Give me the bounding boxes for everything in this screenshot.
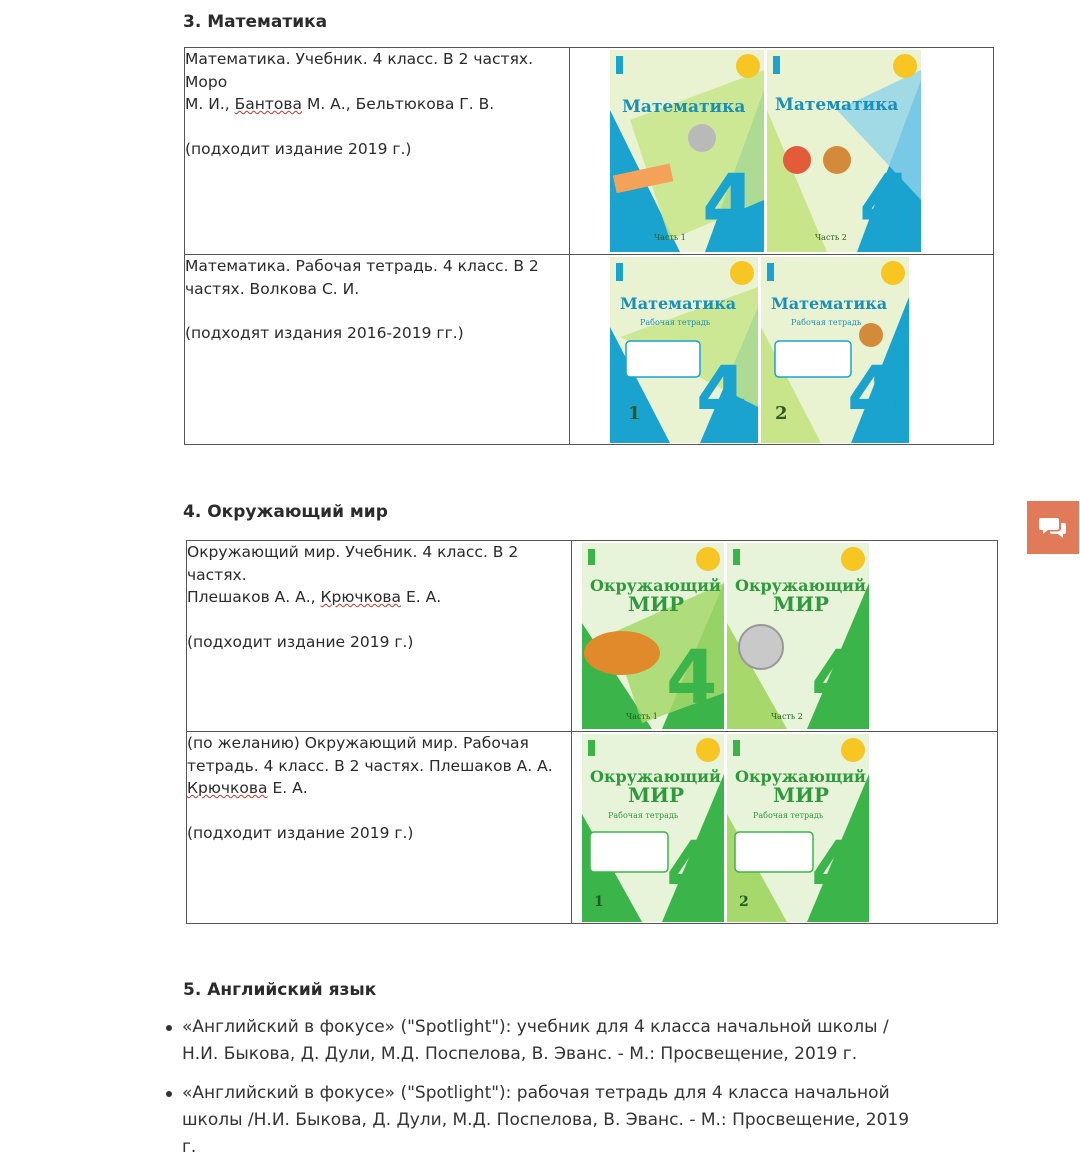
- cover-title: Окружающий: [590, 576, 721, 595]
- cover-part: 2: [739, 894, 749, 910]
- cover-subtitle: Рабочая тетрадь: [753, 811, 824, 820]
- book-title-line: Окружающий мир. Учебник. 4 класс. В 2 частях.: [187, 543, 519, 584]
- cover-title: Окружающий: [735, 576, 866, 595]
- english-books-list: [160, 1014, 920, 1173]
- book-description: [185, 48, 570, 255]
- cover-title: Окружающий: [590, 767, 721, 786]
- book-authors-line: тетрадь. 4 класс. В 2 частях. Плешаков А. А.: [187, 756, 553, 775]
- workbook-cover-math-part1: [610, 257, 758, 443]
- book-cover-math-part2: [767, 50, 921, 252]
- book-covers-cell: [570, 48, 994, 255]
- book-cover-world-part2: [727, 543, 869, 729]
- cover-title: Математика: [620, 294, 737, 313]
- book-authors-line: М. И., Бантова М. А., Бельтюкова Г. В.: [185, 95, 495, 113]
- cover-number: 4: [696, 351, 748, 437]
- cover-number: 4: [702, 159, 757, 249]
- book-authors-line: частях. Волкова С. И.: [185, 279, 360, 298]
- edition-note: (подходят издания 2016-2019 гг.): [185, 324, 464, 342]
- edition-note: (подходит издание 2019 г.): [185, 139, 412, 158]
- cover-part: Часть 2: [815, 233, 847, 242]
- book-cover-math-part1: [610, 50, 764, 252]
- world-books-table: [186, 540, 998, 924]
- book-authors-line: Плешаков А. А., Крючкова Е. А.: [187, 588, 442, 606]
- book-description: [185, 255, 570, 445]
- table-row: [187, 541, 998, 732]
- cover-title: Математика: [622, 97, 746, 117]
- list-item: «Английский в фокусе» ("Spotlight"): учебник для 4 класса начальной школы /Н.И. Быкова, Д. Дули, М.Д. Поспелова, В. Эванс. - М.: Просвещение, 2019 г.: [160, 1014, 920, 1068]
- cover-number: 4: [666, 826, 718, 912]
- book-description: [187, 732, 572, 924]
- table-row: [185, 48, 994, 255]
- cover-title-2: МИР: [773, 783, 830, 807]
- cover-number: 4: [811, 635, 863, 721]
- cover-number: 4: [847, 351, 899, 437]
- book-title-line: Математика. Учебник. 4 класс. В 2 частях. Моро: [185, 50, 534, 91]
- workbook-cover-world-part2: [727, 734, 869, 922]
- section-heading-english: 5. Английский язык: [183, 980, 377, 1000]
- book-description: [187, 541, 572, 732]
- cover-part: 1: [628, 403, 641, 424]
- cover-title-2: МИР: [628, 592, 685, 616]
- cover-title-2: МИР: [773, 592, 830, 616]
- cover-number: 4: [811, 826, 863, 912]
- cover-title: Окружающий: [735, 767, 866, 786]
- cover-title: Математика: [775, 95, 899, 115]
- section-heading-math: 3. Математика: [183, 12, 328, 32]
- cover-title: Математика: [771, 294, 888, 313]
- section-heading-world: 4. Окружающий мир: [183, 502, 388, 522]
- cover-part: 2: [775, 403, 788, 424]
- cover-subtitle: Рабочая тетрадь: [640, 318, 711, 327]
- cover-subtitle: Рабочая тетрадь: [608, 811, 679, 820]
- book-authors-line: Крючкова Е. А.: [187, 779, 308, 797]
- cover-part: Часть 1: [654, 233, 686, 242]
- cover-part: Часть 1: [626, 712, 658, 721]
- cover-part: 1: [594, 894, 604, 910]
- edition-note: (подходит издание 2019 г.): [187, 823, 414, 842]
- book-title-line: (по желанию) Окружающий мир. Рабочая: [187, 734, 529, 752]
- cover-number: 4: [666, 635, 718, 721]
- workbook-cover-math-part2: [761, 257, 909, 443]
- list-item: «Английский в фокусе» ("Spotlight"): рабочая тетрадь для 4 класса начальной школы /Н.И. Быкова, Д. Дули, М.Д. Поспелова, В. Эванс. - М.: Просвещение, 2019 г.: [160, 1080, 920, 1161]
- edition-note: (подходит издание 2019 г.): [187, 632, 414, 651]
- chat-bubbles-icon: [1039, 516, 1067, 540]
- cover-number: 4: [859, 159, 914, 249]
- cover-subtitle: Рабочая тетрадь: [791, 318, 862, 327]
- book-covers-cell: [572, 732, 998, 924]
- book-cover-world-part1: [582, 543, 724, 729]
- cover-part: Часть 2: [771, 712, 803, 721]
- cover-title-2: МИР: [628, 783, 685, 807]
- workbook-cover-world-part1: [582, 734, 724, 922]
- book-covers-cell: [570, 255, 994, 445]
- table-row: [187, 732, 998, 924]
- chat-button[interactable]: [1027, 501, 1079, 554]
- math-books-table: [184, 47, 994, 445]
- book-title-line: Математика. Рабочая тетрадь. 4 класс. В 2: [185, 257, 539, 275]
- table-row: [185, 255, 994, 445]
- book-covers-cell: [572, 541, 998, 732]
